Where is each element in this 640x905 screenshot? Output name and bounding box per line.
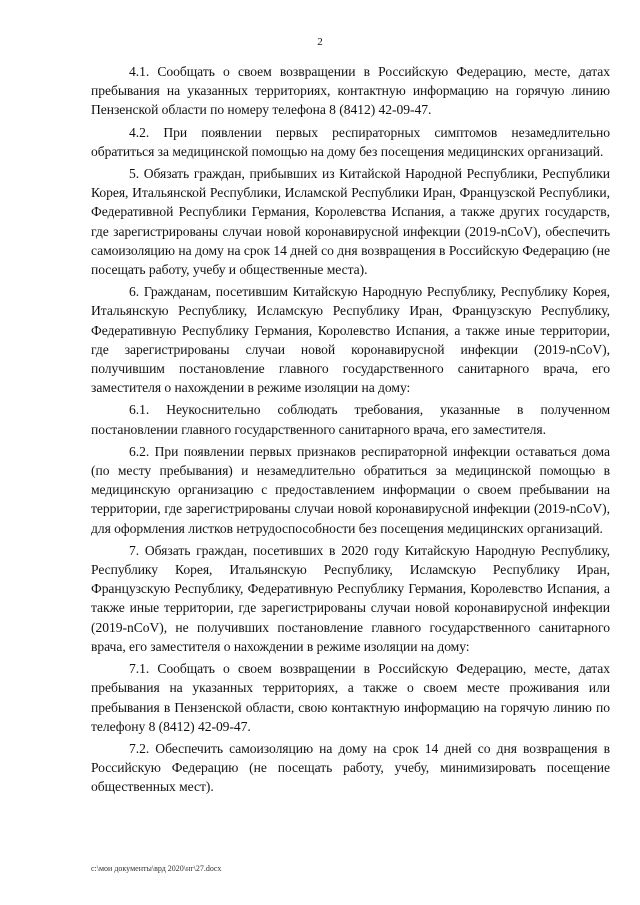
paragraph-5: 5. Обязать граждан, прибывших из Китайской Народной Республики, Республики Корея, Итальянской Республики, Исламской Республики Иран, Французской Республики, Федеративной Республики Германия, Королевства Испания, а также других государств, где зарегистрированы случаи новой коронавирусной инфекции (2019-nCoV), обеспечить самоизоляцию на дому на срок 14 дней со дня возвращения в Российскую Федерацию (не посещать работу, учебу и общественные места). xyxy=(91,166,610,278)
footer-file-path: c:\мои документы\врд 2020\нг\27.docx xyxy=(91,864,222,873)
paragraph-7-1: 7.1. Сообщать о своем возвращении в Российскую Федерацию, месте, датах пребывания на указанных территориях, а также о своем месте проживания или пребывания в Пензенской области, свою контактную информацию на горячую линию по телефону 8 (8412) 42-09-47. xyxy=(91,661,610,734)
page-number: 2 xyxy=(317,36,323,48)
paragraph-4-1: 4.1. Сообщать о своем возвращении в Российскую Федерацию, месте, датах пребывания на указанных территориях, контактную информацию на горячую линию Пензенской области по номеру телефона 8 (8412) 42-09-47. xyxy=(91,64,610,118)
paragraph-6: 6. Гражданам, посетившим Китайскую Народную Республику, Республику Корея, Итальянскую Республику, Исламскую Республику Иран, Французскую Республику, Федеративную Республику Германия, Королевство Испания, а также иные территории, где зарегистрированы случаи новой коронавирусной инфекции (2019-nCoV), получившим постановление главного государственного санитарного врача, его заместителя о нахождении в режиме изоляции на дому: xyxy=(91,284,610,396)
paragraph-4-2: 4.2. При появлении первых респираторных симптомов незамедлительно обратиться за медицинской помощью на дому без посещения медицинских организаций. xyxy=(91,124,610,159)
paragraph-7-2: 7.2. Обеспечить самоизоляцию на дому на срок 14 дней со дня возвращения в Российскую Федерацию (не посещать работу, учебу, минимизировать посещение общественных мест). xyxy=(91,740,610,795)
document-body xyxy=(91,62,610,800)
paragraph-6-2: 6.2. При появлении первых признаков респираторной инфекции оставаться дома (по месту пребывания) и незамедлительно обратиться за медицинской помощью в медицинскую организацию с предоставлением информации о своем пребывании на территории, где зарегистрированы случаи новой коронавирусной инфекции (2019-nCoV), для оформления листков нетрудоспособности без посещения медицинских организаций. xyxy=(91,443,610,536)
paragraph-7: 7. Обязать граждан, посетивших в 2020 году Китайскую Народную Республику, Республику Корея, Итальянскую Республику, Исламскую Республику Иран, Французскую Республику, Федеративную Республику Германия, Королевство Испания, а также иные территории, где зарегистрированы случаи новой коронавирусной инфекции (2019-nCoV), не получивших постановление главного государственного санитарного врача, его заместителя о нахождении в режиме изоляции на дому: xyxy=(91,542,610,654)
paragraph-6-1: 6.1. Неукоснительно соблюдать требования, указанные в полученном постановлении главного государственного санитарного врача, его заместителя. xyxy=(91,402,610,437)
